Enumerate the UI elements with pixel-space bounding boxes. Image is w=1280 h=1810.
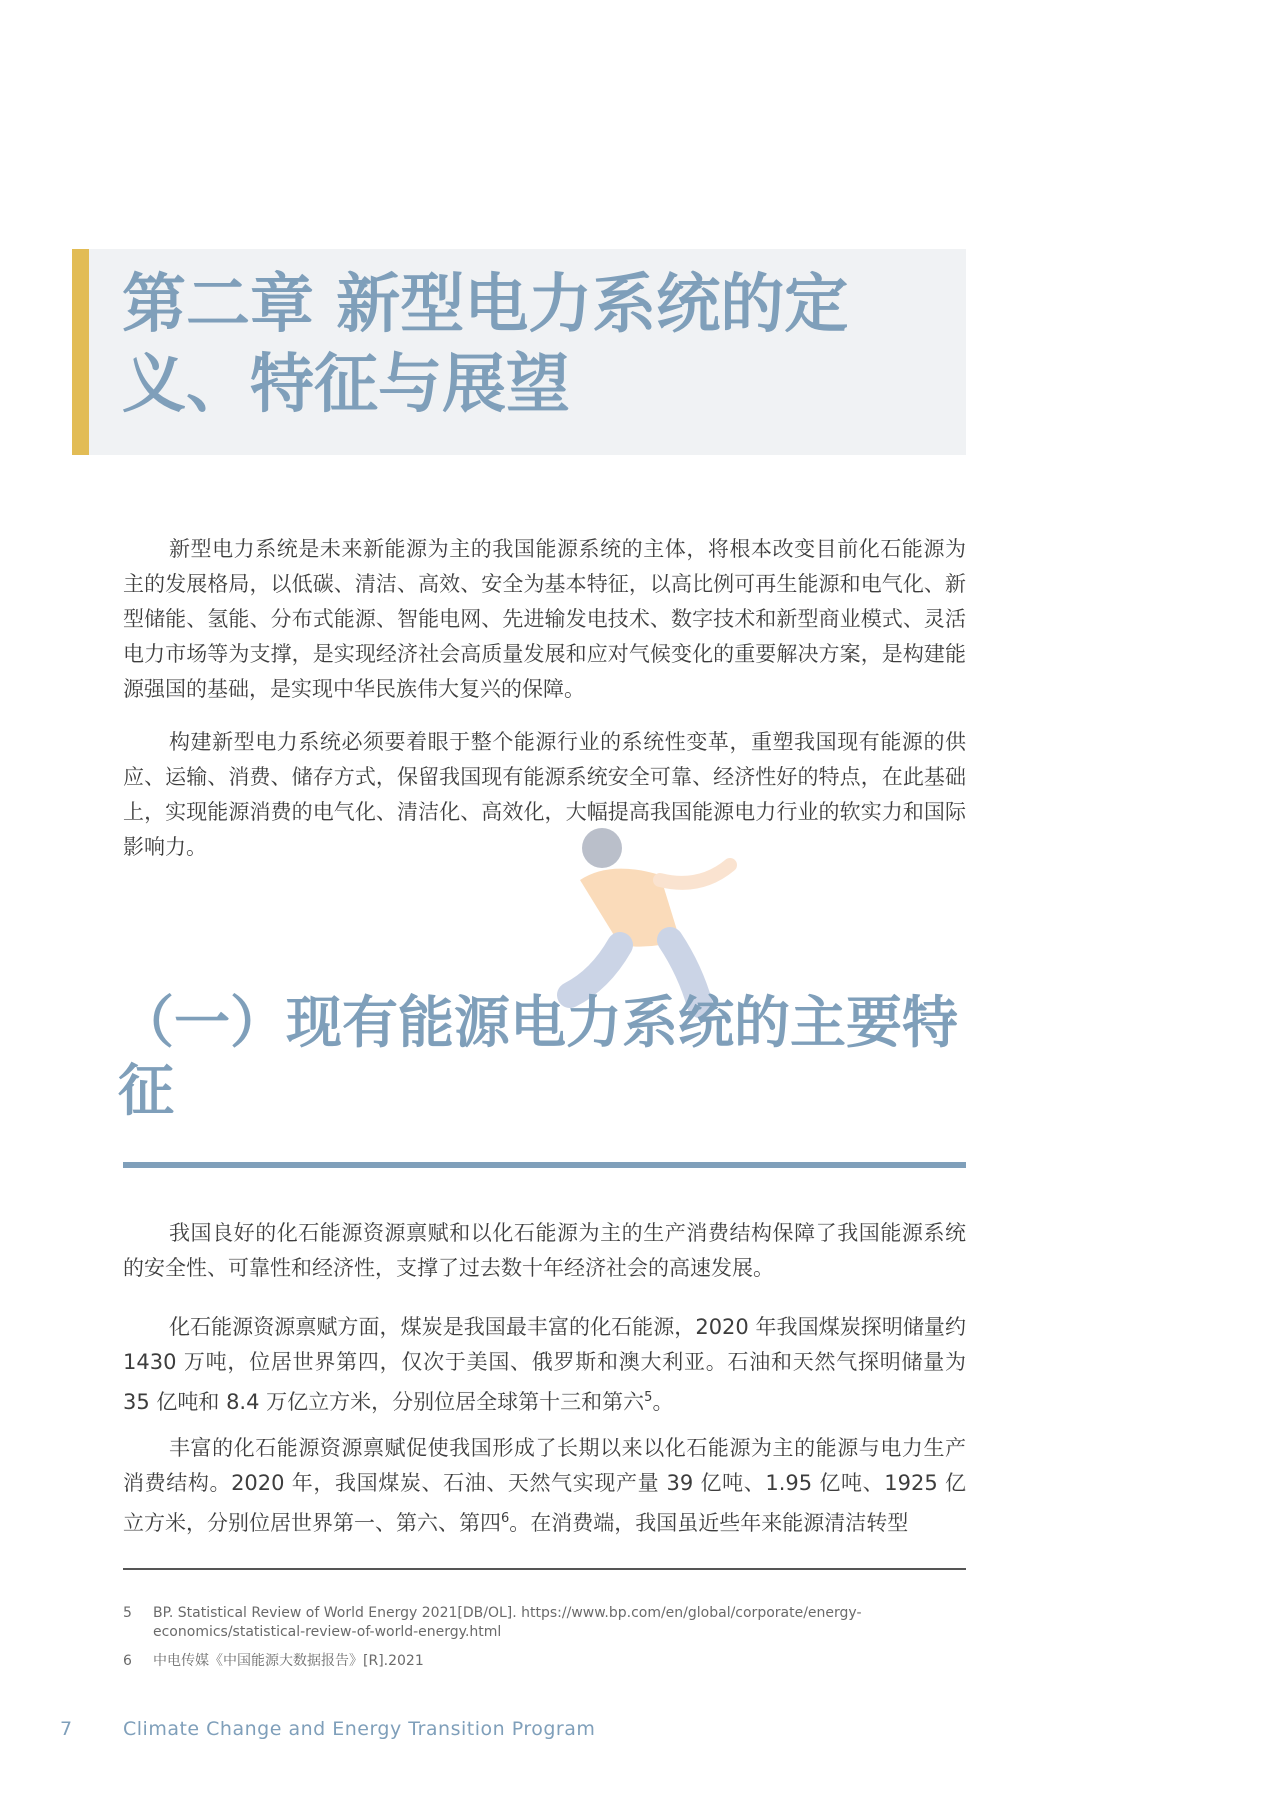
footer-program-title: Climate Change and Energy Transition Program — [123, 1718, 596, 1740]
paragraph-2-text: 化石能源资源禀赋方面，煤炭是我国最丰富的化石能源，2020 年我国煤炭探明储量约 1430 万吨，位居世界第四，仅次于美国、俄罗斯和澳大利亚。石油和天然气探明储量为 35 亿吨和 8.4 万亿立方米，分别位居全球第十三和第六 — [123, 1315, 966, 1414]
footnote-5 — [123, 1604, 966, 1642]
chapter-accent-bar — [72, 249, 89, 455]
section-paragraph-2 — [123, 1310, 966, 1420]
chapter-title: 第二章 新型电力系统的定义、特征与展望 — [122, 268, 849, 422]
paragraph-3-end: 。在消费端，我国虽近些年来能源清洁转型 — [509, 1511, 909, 1535]
footnote-6 — [123, 1652, 966, 1671]
paragraph-2-end: 。 — [652, 1390, 674, 1414]
footnote-ref-5[interactable]: 5 — [644, 1390, 653, 1405]
footnote-number: 5 — [123, 1605, 132, 1621]
chapter-heading-box — [72, 249, 966, 455]
section-divider — [123, 1162, 966, 1168]
footnote-text[interactable]: BP. Statistical Review of World Energy 2021[DB/OL]. https://www.bp.com/en/global/corporate/energy-economics/statistical-review-of-world-energy.html — [153, 1605, 862, 1640]
intro-paragraph-1: 新型电力系统是未来新能源为主的我国能源系统的主体，将根本改变目前化石能源为主的发展格局，以低碳、清洁、高效、安全为基本特征，以高比例可再生能源和电气化、新型储能、氢能、分布式能源、智能电网、先进输发电技术、数字技术和新型商业模式、灵活电力市场等为支撑，是实现经济社会高质量发展和应对气候变化的重要解决方案，是构建能源强国的基础，是实现中华民族伟大复兴的保障。 — [123, 537, 966, 701]
footnote-ref-6[interactable]: 6 — [501, 1511, 510, 1526]
page-number: 7 — [60, 1718, 73, 1740]
intro-paragraph-2: 构建新型电力系统必须要着眼于整个能源行业的系统性变革，重塑我国现有能源的供应、运输、消费、储存方式，保留我国现有能源系统安全可靠、经济性好的特点，在此基础上，实现能源消费的电气化、清洁化、高效化，大幅提高我国能源电力行业的软实力和国际影响力。 — [123, 730, 966, 859]
footnote-number: 6 — [123, 1653, 132, 1669]
section-paragraph-3 — [123, 1431, 966, 1541]
section-title: （一）现有能源电力系统的主要特征 — [118, 991, 958, 1124]
footnote-text: 中电传媒《中国能源大数据报告》[R].2021 — [153, 1653, 424, 1669]
footnote-divider — [123, 1568, 966, 1570]
section-paragraph-1: 我国良好的化石能源资源禀赋和以化石能源为主的生产消费结构保障了我国能源系统的安全性、可靠性和经济性，支撑了过去数十年经济社会的高速发展。 — [123, 1221, 966, 1280]
paragraph-3-text: 丰富的化石能源资源禀赋促使我国形成了长期以来以化石能源为主的能源与电力生产消费结构。2020 年，我国煤炭、石油、天然气实现产量 39 亿吨、1.95 亿吨、1925 亿立方米，分别位居世界第一、第六、第四 — [123, 1436, 966, 1535]
